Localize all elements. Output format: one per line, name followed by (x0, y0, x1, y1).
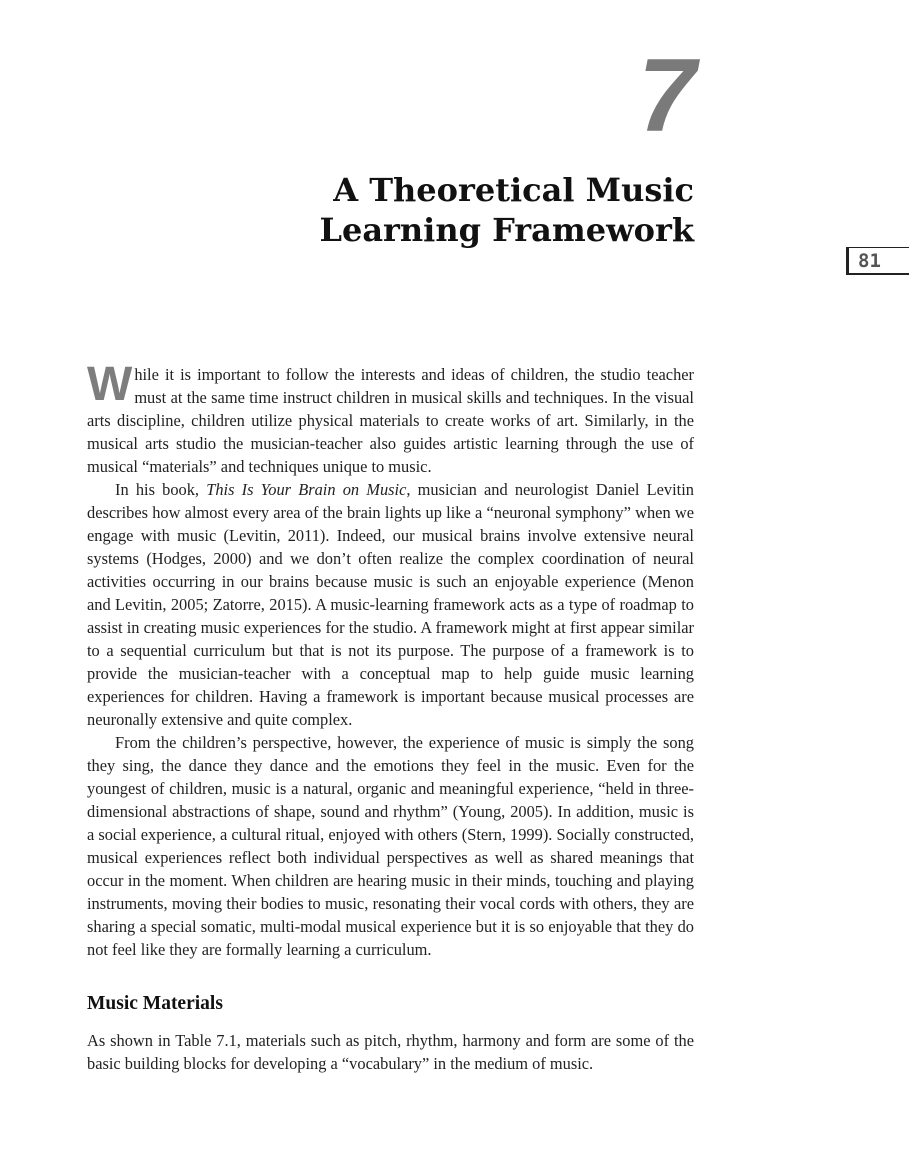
paragraph-2-text: , musician and neurologist Daniel Levitin describes how almost every area of the brain lights up like a “neuronal symphony” when we engage with music (Levitin, 2011). Indeed, our musical brains involve extensive neural systems (Hodges, 2000) and we don’t often realize the complex coordination of neural activities occurring in our brains because music is such an enjoyable experience (Menon and Levitin, 2005; Zatorre, 2015). A music-learning framework acts as a type of roadmap to assist in creating music experiences for the studio. A framework might at first appear similar to a sequential curriculum but that is not its purpose. The purpose of a framework is to provide the musician-teacher with a conceptual map to help guide music learning experiences for children. Having a framework is important because musical processes are neuronally extensive and quite complex. (87, 480, 694, 729)
chapter-title-line-2: Learning Framework (319, 211, 694, 249)
paragraph-4: As shown in Table 7.1, materials such as pitch, rhythm, harmony and form are some of the basic building blocks for developing a “vocabulary” in the medium of music. (87, 1031, 694, 1073)
body-text (87, 358, 694, 961)
page-number: 81 (858, 250, 881, 272)
paragraph-3: From the children’s perspective, however, the experience of music is simply the song they sing, the dance they dance and the emotions they feel in the music. Even for the youngest of children, music is a natural, organic and meaningful experience, “held in three-dimensional abstractions of shape, sound and rhythm” (Young, 2005). In addition, music is a social experience, a cultural ritual, enjoyed with others (Stern, 1999). Socially constructed, musical experiences reflect both individual perspectives as well as shared meanings that occur in the moment. When children are hearing music in their minds, touching and playing instruments, moving their bodies to music, resonating their vocal cords with others, they are sharing a special somatic, multi-modal musical experience but it is so enjoyable that they do not feel like they are formally learning a curriculum. (87, 733, 694, 959)
section-body (87, 1029, 694, 1075)
chapter-title (300, 170, 694, 250)
section-heading: Music Materials (87, 993, 223, 1014)
book-title: This Is Your Brain on Music (206, 480, 407, 499)
paragraph-2-lead: In his book, (115, 480, 207, 499)
paragraph-1 (87, 358, 694, 478)
chapter-number: 7 (638, 38, 696, 154)
chapter-title-line-1: A Theoretical Music (333, 171, 694, 209)
paragraph-2 (87, 478, 694, 731)
page-number-tab (846, 247, 909, 275)
paragraph-1-text: hile it is important to follow the interests and ideas of children, the studio teacher must at the same time instruct children in musical skills and techniques. In the visual arts discipline, children utilize physical materials to create works of art. Similarly, in the musical arts studio the musician-teacher also guides artistic learning through the use of musical “materials” and techniques unique to music. (87, 365, 694, 476)
drop-cap: W (87, 358, 133, 411)
